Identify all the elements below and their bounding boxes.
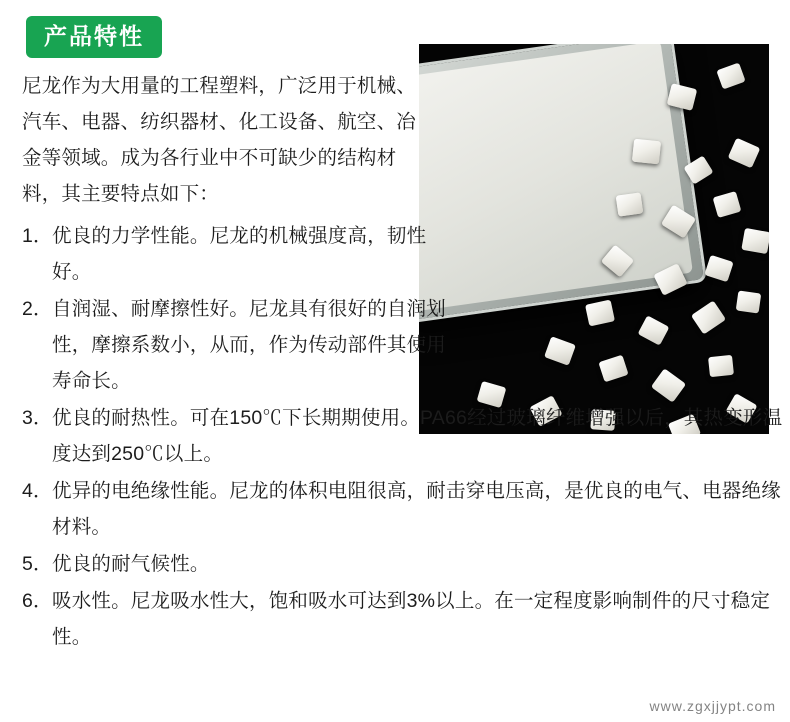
feature-list bbox=[22, 218, 783, 655]
list-item-number: 1． bbox=[22, 225, 53, 247]
list-item bbox=[22, 400, 790, 472]
list-item-number: 5． bbox=[22, 553, 53, 575]
list-item-number: 4． bbox=[22, 480, 53, 502]
list-item-number: 3． bbox=[22, 407, 53, 429]
intro-paragraph: 尼龙作为大用量的工程塑料，广泛用于机械、汽车、电器、纺织器材、化工设备、航空、冶金等领域。成为各行业中不可缺少的结构材料，其主要特点如下： bbox=[22, 75, 417, 205]
list-item-text: 优良的力学性能。尼龙的机械强度高，韧性好。 bbox=[52, 225, 427, 283]
list-item bbox=[22, 583, 790, 655]
section-heading-badge: 产品特性 bbox=[26, 16, 162, 58]
list-item bbox=[22, 473, 790, 545]
list-item-text: 优异的电绝缘性能。尼龙的体积电阻很高，耐击穿电压高，是优良的电气、电器绝缘材料。 bbox=[52, 480, 781, 538]
watermark: www.zgxjjypt.com bbox=[649, 698, 776, 714]
list-item bbox=[22, 218, 452, 290]
list-item-text: 优良的耐气候性。 bbox=[52, 553, 210, 575]
list-item-text: 吸水性。尼龙吸水性大，饱和吸水可达到3%以上。在一定程度影响制件的尺寸稳定性。 bbox=[52, 590, 771, 648]
list-item bbox=[22, 291, 452, 399]
list-item-text: 自润湿、耐摩擦性好。尼龙具有很好的自润划性，摩擦系数小，从而，作为传动部件其使用寿命长。 bbox=[52, 298, 447, 392]
section-heading bbox=[26, 16, 162, 58]
list-item-number: 6． bbox=[22, 590, 53, 612]
features-content bbox=[22, 68, 783, 656]
list-item bbox=[22, 546, 790, 582]
list-item-text: 优良的耐热性。可在150℃下长期期使用。PA66经过玻璃纤维增强以后，其热变形温度达到250℃以上。 bbox=[52, 407, 783, 465]
list-item-number: 2． bbox=[22, 298, 53, 320]
